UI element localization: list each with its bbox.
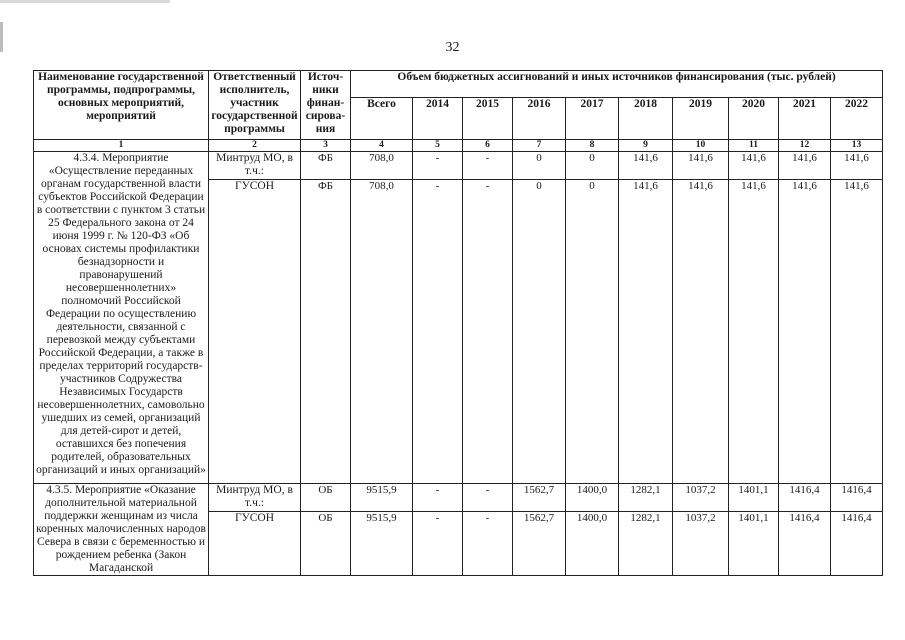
header-year-2021: 2021 — [779, 98, 831, 140]
value-2018: 1282,1 — [619, 512, 673, 576]
value-2022: 141,6 — [831, 180, 883, 484]
column-number: 12 — [779, 140, 831, 152]
header-funding-group: Объем бюджетных ассигнований и иных источников финансирования (тыс. рублей) — [351, 71, 883, 98]
value-2014: - — [413, 152, 463, 180]
column-number: 9 — [619, 140, 673, 152]
value-2015: - — [463, 152, 513, 180]
measure-name: 4.3.5. Мероприятие «Оказание дополнительной материальной поддержки женщинам из числа коренных малочисленных народов Севера в связи с беременностью и рождением ребенка (Закон Магаданской — [34, 484, 209, 576]
source-cell: ФБ — [301, 180, 351, 484]
header-total: Всего — [351, 98, 413, 140]
header-year-2015: 2015 — [463, 98, 513, 140]
source-cell: ОБ — [301, 512, 351, 576]
column-number: 4 — [351, 140, 413, 152]
column-number: 3 — [301, 140, 351, 152]
value-2016: 1562,7 — [513, 512, 566, 576]
value-2019: 1037,2 — [673, 512, 729, 576]
value-2022: 1416,4 — [831, 484, 883, 512]
value-total: 708,0 — [351, 180, 413, 484]
value-2022: 141,6 — [831, 152, 883, 180]
scan-artifact-top — [0, 0, 170, 3]
value-2014: - — [413, 512, 463, 576]
value-2016: 0 — [513, 152, 566, 180]
value-2017: 1400,0 — [566, 512, 619, 576]
table-row — [34, 152, 883, 180]
column-number: 1 — [34, 140, 209, 152]
column-number-row — [34, 140, 883, 152]
value-2020: 141,6 — [729, 180, 779, 484]
header-year-2019: 2019 — [673, 98, 729, 140]
page-number: 32 — [445, 40, 460, 55]
value-2019: 141,6 — [673, 180, 729, 484]
header-year-2016: 2016 — [513, 98, 566, 140]
value-2017: 0 — [566, 152, 619, 180]
value-2014: - — [413, 180, 463, 484]
table-row — [34, 484, 883, 512]
executor-cell: ГУСОН — [209, 512, 301, 576]
column-number: 13 — [831, 140, 883, 152]
funding-table — [33, 70, 883, 576]
value-2020: 1401,1 — [729, 484, 779, 512]
value-2021: 141,6 — [779, 152, 831, 180]
value-2016: 1562,7 — [513, 484, 566, 512]
value-2018: 141,6 — [619, 152, 673, 180]
column-number: 7 — [513, 140, 566, 152]
value-2017: 0 — [566, 180, 619, 484]
header-name: Наименование государственной программы, подпрограммы, основных мероприятий, мероприятий — [34, 71, 209, 140]
value-2015: - — [463, 180, 513, 484]
value-2015: - — [463, 512, 513, 576]
source-cell: ФБ — [301, 152, 351, 180]
column-number: 6 — [463, 140, 513, 152]
source-cell: ОБ — [301, 484, 351, 512]
value-2021: 1416,4 — [779, 512, 831, 576]
value-total: 708,0 — [351, 152, 413, 180]
value-2018: 141,6 — [619, 180, 673, 484]
value-total: 9515,9 — [351, 484, 413, 512]
column-number: 10 — [673, 140, 729, 152]
header-year-2020: 2020 — [729, 98, 779, 140]
column-number: 2 — [209, 140, 301, 152]
value-2019: 141,6 — [673, 152, 729, 180]
value-2017: 1400,0 — [566, 484, 619, 512]
column-number: 8 — [566, 140, 619, 152]
value-2019: 1037,2 — [673, 484, 729, 512]
value-2020: 141,6 — [729, 152, 779, 180]
value-2020: 1401,1 — [729, 512, 779, 576]
column-number: 11 — [729, 140, 779, 152]
column-number: 5 — [413, 140, 463, 152]
value-2018: 1282,1 — [619, 484, 673, 512]
value-2016: 0 — [513, 180, 566, 484]
header-executor: Ответственный исполнитель, участник государственной программы — [209, 71, 301, 140]
value-total: 9515,9 — [351, 512, 413, 576]
value-2021: 1416,4 — [779, 484, 831, 512]
header-year-2014: 2014 — [413, 98, 463, 140]
header-year-2018: 2018 — [619, 98, 673, 140]
header-source: Источ-ники финан-сирова-ния — [301, 71, 351, 140]
value-2015: - — [463, 484, 513, 512]
executor-cell: Минтруд МО, в т.ч.: — [209, 484, 301, 512]
header-year-2017: 2017 — [566, 98, 619, 140]
header-year-2022: 2022 — [831, 98, 883, 140]
value-2021: 141,6 — [779, 180, 831, 484]
measure-name: 4.3.4. Мероприятие «Осуществление переданных органам государственной власти субъектов Российской Федерации в соответствии с пунктом 3 статьи 25 Федерального закона от 24 июня 1999 г. № 120-ФЗ «Об основах системы профилактики безнадзорности и правонарушений несовершеннолетних» полномочий Российской Федерации по осуществлению деятельности, связанной с перевозкой между субъектами Российской Федерации, а также в пределах территорий государств-участников Содружества Независимых Государств несовершеннолетних, самовольно ушедших из семей, организаций для детей-сирот и детей, оставшихся без попечения родителей, образовательных организаций и иных организаций» — [34, 152, 209, 484]
value-2022: 1416,4 — [831, 512, 883, 576]
value-2014: - — [413, 484, 463, 512]
executor-cell: ГУСОН — [209, 180, 301, 484]
executor-cell: Минтруд МО, в т.ч.: — [209, 152, 301, 180]
